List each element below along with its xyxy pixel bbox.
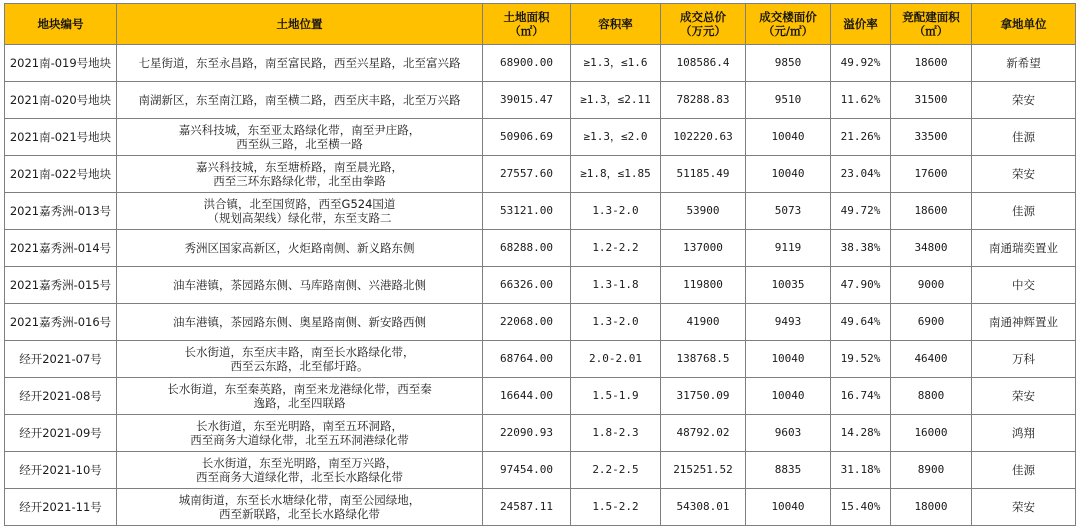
cell-winner: 佳源 <box>972 193 1076 230</box>
cell-winner: 佳源 <box>972 452 1076 489</box>
header-floor-price: 成交楼面价 （元/㎡） <box>746 4 831 45</box>
cell-winner: 中交 <box>972 267 1076 304</box>
cell-location <box>117 378 483 415</box>
location-line: 西至纵三路，北至横一路 <box>236 137 363 151</box>
cell-floor-price: 9603 <box>746 415 831 452</box>
cell-area: 22068.00 <box>483 304 571 341</box>
header-winner: 拿地单位 <box>972 4 1076 45</box>
cell-supporting-area: 8800 <box>891 378 972 415</box>
location-line: （规划高架线）绿化带，东至支路二 <box>207 211 392 225</box>
cell-floor-price: 10040 <box>746 119 831 156</box>
cell-area: 50906.69 <box>483 119 571 156</box>
cell-premium-rate: 31.18% <box>831 452 891 489</box>
cell-supporting-area: 16000 <box>891 415 972 452</box>
location-line: 西至商务大道绿化带，北至长水路绿化带 <box>196 470 403 484</box>
cell-premium-rate: 23.04% <box>831 156 891 193</box>
cell-floor-price: 10040 <box>746 156 831 193</box>
cell-total-price: 51185.49 <box>661 156 746 193</box>
header-row <box>5 4 1076 45</box>
cell-premium-rate: 15.40% <box>831 489 891 526</box>
cell-supporting-area: 18600 <box>891 45 972 82</box>
header-supporting-area: 竞配建面积 （㎡） <box>891 4 972 45</box>
table-row <box>5 489 1076 526</box>
location-line: 嘉兴科技城，东至亚太路绿化带，南至尹庄路， <box>178 123 421 137</box>
cell-premium-rate: 38.38% <box>831 230 891 267</box>
cell-total-price: 54308.01 <box>661 489 746 526</box>
cell-location <box>117 415 483 452</box>
cell-total-price: 31750.09 <box>661 378 746 415</box>
location-line: 油车港镇，茶园路东侧、奥星路南侧、新安路西侧 <box>173 315 426 329</box>
cell-area: 27557.60 <box>483 156 571 193</box>
header-land-id: 地块编号 <box>5 4 117 45</box>
cell-area: 68764.00 <box>483 341 571 378</box>
cell-far: 1.2-2.2 <box>571 230 661 267</box>
cell-land-id: 2021南-021号地块 <box>5 119 117 156</box>
cell-total-price: 78288.83 <box>661 82 746 119</box>
cell-far: 1.3-1.8 <box>571 267 661 304</box>
cell-floor-price: 5073 <box>746 193 831 230</box>
table-row <box>5 45 1076 82</box>
cell-far: ≥1.3，≤2.11 <box>571 82 661 119</box>
table-row <box>5 304 1076 341</box>
cell-winner: 荣安 <box>972 378 1076 415</box>
cell-far: 2.2-2.5 <box>571 452 661 489</box>
cell-floor-price: 9493 <box>746 304 831 341</box>
cell-winner: 荣安 <box>972 156 1076 193</box>
cell-floor-price: 9510 <box>746 82 831 119</box>
cell-land-id: 2021南-020号地块 <box>5 82 117 119</box>
table-row <box>5 156 1076 193</box>
cell-supporting-area: 33500 <box>891 119 972 156</box>
cell-land-id: 2021嘉秀洲-013号 <box>5 193 117 230</box>
location-line: 西至商务大道绿化带，北至五环洞港绿化带 <box>190 433 409 447</box>
location-line: 城南街道，东至长水塘绿化带，南至公园绿地， <box>178 493 421 507</box>
cell-location <box>117 267 483 304</box>
cell-area: 53121.00 <box>483 193 571 230</box>
cell-winner: 南通瑞奕置业 <box>972 230 1076 267</box>
table-row <box>5 378 1076 415</box>
cell-premium-rate: 16.74% <box>831 378 891 415</box>
cell-far: 2.0-2.01 <box>571 341 661 378</box>
location-line: 嘉兴科技城，东至塘桥路，南至晨光路， <box>196 160 403 174</box>
cell-land-id: 经开2021-10号 <box>5 452 117 489</box>
table-row <box>5 415 1076 452</box>
location-line: 长水街道，东至秦英路，南至来龙港绿化带，西至秦 <box>167 382 432 396</box>
cell-premium-rate: 49.72% <box>831 193 891 230</box>
cell-total-price: 138768.5 <box>661 341 746 378</box>
cell-area: 68288.00 <box>483 230 571 267</box>
header-far: 容积率 <box>571 4 661 45</box>
location-line: 西至三环东路绿化带，北至由拳路 <box>213 174 386 188</box>
header-premium-rate: 溢价率 <box>831 4 891 45</box>
cell-winner: 佳源 <box>972 119 1076 156</box>
location-line: 长水街道，东至光明路，南至万兴路， <box>201 456 398 470</box>
cell-location <box>117 82 483 119</box>
cell-location <box>117 193 483 230</box>
cell-premium-rate: 19.52% <box>831 341 891 378</box>
cell-total-price: 48792.02 <box>661 415 746 452</box>
cell-winner: 荣安 <box>972 82 1076 119</box>
cell-land-id: 2021嘉秀洲-014号 <box>5 230 117 267</box>
cell-premium-rate: 21.26% <box>831 119 891 156</box>
cell-winner: 荣安 <box>972 489 1076 526</box>
cell-floor-price: 10040 <box>746 341 831 378</box>
header-area: 土地面积 （㎡） <box>483 4 571 45</box>
cell-far: 1.3-2.0 <box>571 304 661 341</box>
cell-supporting-area: 34800 <box>891 230 972 267</box>
cell-land-id: 2021嘉秀洲-015号 <box>5 267 117 304</box>
cell-total-price: 53900 <box>661 193 746 230</box>
cell-supporting-area: 18000 <box>891 489 972 526</box>
cell-location <box>117 156 483 193</box>
cell-far: 1.5-1.9 <box>571 378 661 415</box>
cell-floor-price: 10035 <box>746 267 831 304</box>
cell-land-id: 经开2021-08号 <box>5 378 117 415</box>
cell-location <box>117 45 483 82</box>
header-location: 土地位置 <box>117 4 483 45</box>
cell-premium-rate: 47.90% <box>831 267 891 304</box>
cell-floor-price: 9119 <box>746 230 831 267</box>
location-line: 逸路，北至四联路 <box>253 396 346 410</box>
cell-location <box>117 489 483 526</box>
cell-far: 1.8-2.3 <box>571 415 661 452</box>
cell-supporting-area: 17600 <box>891 156 972 193</box>
location-line: 长水街道，东至光明路，南至五环洞路， <box>196 419 403 433</box>
table-row <box>5 230 1076 267</box>
cell-floor-price: 10040 <box>746 378 831 415</box>
cell-land-id: 2021嘉秀洲-016号 <box>5 304 117 341</box>
cell-location <box>117 341 483 378</box>
table-row <box>5 82 1076 119</box>
header-total-price: 成交总价 （万元） <box>661 4 746 45</box>
cell-land-id: 2021南-022号地块 <box>5 156 117 193</box>
cell-supporting-area: 6900 <box>891 304 972 341</box>
cell-location <box>117 452 483 489</box>
cell-area: 66326.00 <box>483 267 571 304</box>
cell-premium-rate: 11.62% <box>831 82 891 119</box>
cell-premium-rate: 49.92% <box>831 45 891 82</box>
location-line: 秀洲区国家高新区，火炬路南侧、新义路东侧 <box>184 241 415 255</box>
cell-far: 1.5-2.2 <box>571 489 661 526</box>
cell-total-price: 137000 <box>661 230 746 267</box>
cell-supporting-area: 9000 <box>891 267 972 304</box>
cell-land-id: 经开2021-11号 <box>5 489 117 526</box>
location-line: 西至新联路，北至长水路绿化带 <box>219 507 380 521</box>
cell-area: 68900.00 <box>483 45 571 82</box>
land-transaction-table <box>4 3 1076 526</box>
cell-area: 24587.11 <box>483 489 571 526</box>
cell-area: 97454.00 <box>483 452 571 489</box>
cell-premium-rate: 49.64% <box>831 304 891 341</box>
cell-winner: 新希望 <box>972 45 1076 82</box>
cell-floor-price: 10040 <box>746 489 831 526</box>
location-line: 长水街道，东至庆丰路，南至长水路绿化带， <box>184 345 415 359</box>
cell-location <box>117 230 483 267</box>
cell-supporting-area: 18600 <box>891 193 972 230</box>
cell-area: 16644.00 <box>483 378 571 415</box>
cell-area: 39015.47 <box>483 82 571 119</box>
cell-supporting-area: 46400 <box>891 341 972 378</box>
cell-winner: 鸿翔 <box>972 415 1076 452</box>
location-line: 南湖新区，东至南江路，南至横二路，西至庆丰路，北至万兴路 <box>138 93 461 107</box>
cell-total-price: 102220.63 <box>661 119 746 156</box>
table-row <box>5 119 1076 156</box>
cell-land-id: 经开2021-07号 <box>5 341 117 378</box>
location-line: 洪合镇，北至国贸路，西至G524国道 <box>203 197 396 211</box>
table-row <box>5 452 1076 489</box>
table-row <box>5 267 1076 304</box>
cell-location <box>117 119 483 156</box>
table-row <box>5 193 1076 230</box>
cell-floor-price: 9850 <box>746 45 831 82</box>
cell-supporting-area: 8900 <box>891 452 972 489</box>
cell-far: ≥1.8，≤1.85 <box>571 156 661 193</box>
table-row <box>5 341 1076 378</box>
cell-location <box>117 304 483 341</box>
cell-total-price: 119800 <box>661 267 746 304</box>
cell-winner: 南通神辉置业 <box>972 304 1076 341</box>
cell-winner: 万科 <box>972 341 1076 378</box>
cell-land-id: 经开2021-09号 <box>5 415 117 452</box>
cell-far: 1.3-2.0 <box>571 193 661 230</box>
cell-area: 22090.93 <box>483 415 571 452</box>
cell-far: ≥1.3，≤2.0 <box>571 119 661 156</box>
cell-land-id: 2021南-019号地块 <box>5 45 117 82</box>
cell-total-price: 215251.52 <box>661 452 746 489</box>
cell-supporting-area: 31500 <box>891 82 972 119</box>
location-line: 七星街道，东至永昌路，南至富民路，西至兴星路，北至富兴路 <box>138 56 461 70</box>
cell-premium-rate: 14.28% <box>831 415 891 452</box>
cell-total-price: 108586.4 <box>661 45 746 82</box>
cell-floor-price: 8835 <box>746 452 831 489</box>
cell-far: ≥1.3，≤1.6 <box>571 45 661 82</box>
location-line: 西至云东路，北至郁圩路。 <box>230 359 369 373</box>
location-line: 油车港镇，茶园路东侧、马库路南侧、兴港路北侧 <box>173 278 426 292</box>
cell-total-price: 41900 <box>661 304 746 341</box>
